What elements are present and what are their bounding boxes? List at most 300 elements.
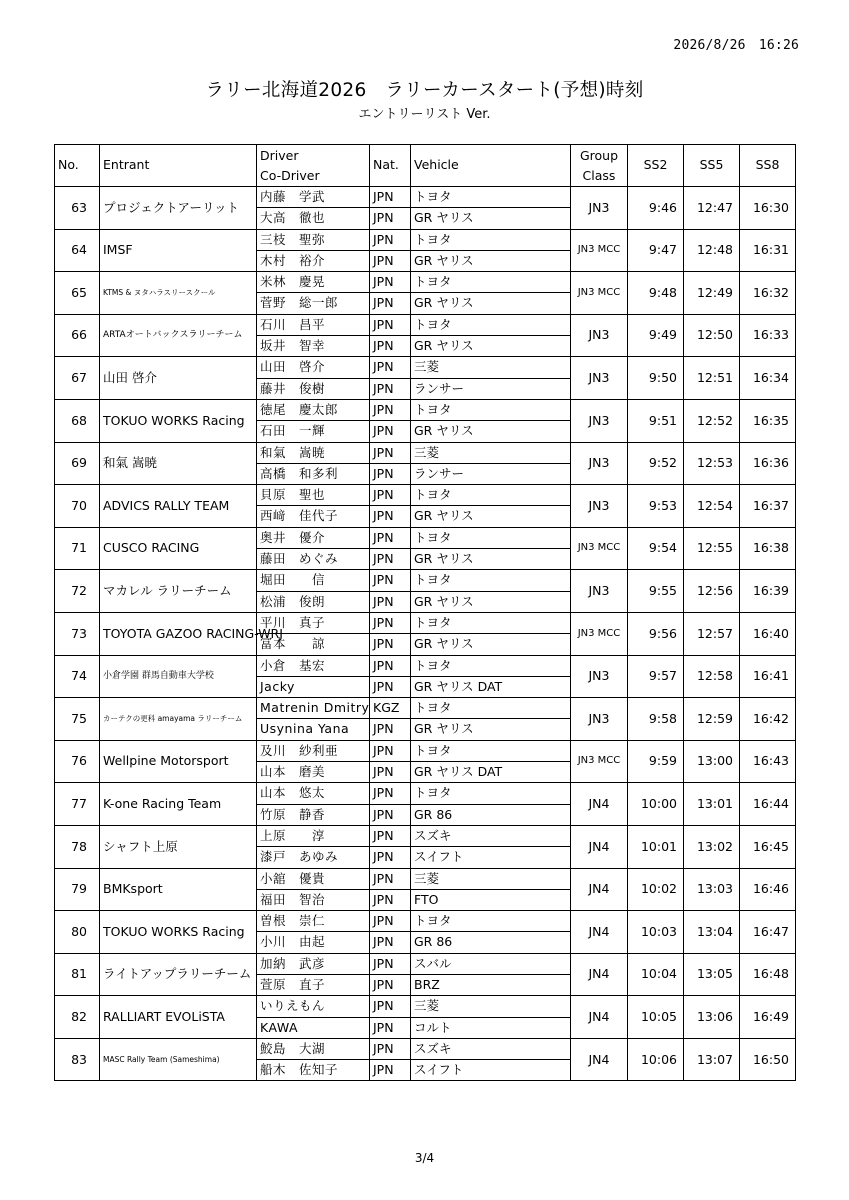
ss5-time: 13:00	[684, 740, 740, 783]
nationality-cell	[370, 399, 411, 442]
codriver-name: Jacky	[260, 678, 295, 694]
ss2-time: 10:03	[628, 911, 684, 954]
ss2-time: 10:06	[628, 1038, 684, 1081]
header-nat: Nat.	[370, 145, 411, 187]
vehicle-model: スイフト	[414, 1062, 464, 1078]
vehicle-model: GR ヤリス DAT	[414, 678, 503, 694]
crew-cell	[257, 698, 370, 741]
entry-number: 78	[55, 825, 100, 868]
driver-name: 及川 紗利亜	[257, 741, 369, 762]
codriver-nationality: JPN	[373, 423, 394, 439]
ss5-time: 13:03	[684, 868, 740, 911]
group-class: JN3	[571, 570, 628, 613]
codriver-nationality: JPN	[373, 380, 394, 396]
codriver-nationality: JPN	[373, 891, 394, 907]
ss8-time: 16:37	[740, 485, 796, 528]
nationality-cell	[370, 357, 411, 400]
vehicle-cell	[411, 272, 571, 315]
entrant-name: カーテクの更科 amayama ラリーチーム	[100, 698, 257, 741]
vehicle-make: スズキ	[411, 1039, 570, 1060]
vehicle-cell	[411, 783, 571, 826]
codriver-nationality: JPN	[373, 551, 394, 567]
ss8-time: 16:40	[740, 612, 796, 655]
group-class: JN3	[571, 187, 628, 230]
ss2-time: 9:48	[628, 272, 684, 315]
nationality-cell	[370, 868, 411, 911]
nationality-cell	[370, 783, 411, 826]
ss5-time: 12:57	[684, 612, 740, 655]
driver-nationality: JPN	[370, 656, 410, 677]
vehicle-cell	[411, 1038, 571, 1081]
vehicle-model: GR ヤリス	[414, 636, 474, 652]
crew-cell	[257, 399, 370, 442]
entry-number: 79	[55, 868, 100, 911]
group-class: JN3	[571, 442, 628, 485]
ss5-time: 13:02	[684, 825, 740, 868]
vehicle-model: GR ヤリス	[414, 423, 474, 439]
vehicle-make: トヨタ	[411, 315, 570, 336]
ss8-time: 16:49	[740, 996, 796, 1039]
codriver-name: 山本 磨美	[260, 764, 326, 780]
vehicle-make: トヨタ	[411, 613, 570, 634]
driver-name: 平川 真子	[257, 613, 369, 634]
nationality-cell	[370, 825, 411, 868]
codriver-nationality: JPN	[373, 678, 394, 694]
ss5-time: 12:49	[684, 272, 740, 315]
vehicle-model: GR ヤリス	[414, 295, 474, 311]
vehicle-model: BRZ	[414, 976, 440, 992]
entrant-name: TOYOTA GAZOO RACING-WRJ	[100, 612, 257, 655]
entry-number: 75	[55, 698, 100, 741]
vehicle-make: トヨタ	[411, 570, 570, 591]
group-class: JN3 MCC	[571, 229, 628, 272]
vehicle-model: スイフト	[414, 849, 464, 865]
group-class: JN4	[571, 868, 628, 911]
ss5-time: 13:06	[684, 996, 740, 1039]
driver-nationality: JPN	[370, 528, 410, 549]
entrant-name: プロジェクトアーリット	[100, 187, 257, 230]
vehicle-model: GR ヤリス	[414, 338, 474, 354]
driver-name: 堀田 信	[257, 570, 369, 591]
nationality-cell	[370, 740, 411, 783]
vehicle-make: トヨタ	[411, 911, 570, 932]
table-header-row	[55, 145, 796, 187]
codriver-name: 菅野 総一郎	[260, 295, 339, 311]
vehicle-make: トヨタ	[411, 230, 570, 251]
driver-name: Matrenin Dmitry	[257, 698, 369, 719]
vehicle-model: GR ヤリス	[414, 210, 474, 226]
entrant-name: 和氣 嵩暁	[100, 442, 257, 485]
table-row	[55, 399, 796, 442]
ss2-time: 10:05	[628, 996, 684, 1039]
crew-cell	[257, 868, 370, 911]
vehicle-make: トヨタ	[411, 656, 570, 677]
vehicle-cell	[411, 357, 571, 400]
vehicle-cell	[411, 868, 571, 911]
entrant-name: KTMS & ヌタハラスリースクール	[100, 272, 257, 315]
codriver-name: 木村 裕介	[260, 252, 326, 268]
table-row	[55, 187, 796, 230]
table-row	[55, 485, 796, 528]
ss8-time: 16:31	[740, 229, 796, 272]
table-row	[55, 442, 796, 485]
ss2-time: 9:51	[628, 399, 684, 442]
codriver-name: 高橋 和多利	[260, 465, 339, 481]
crew-cell	[257, 570, 370, 613]
codriver-name: 福田 智治	[260, 891, 326, 907]
codriver-nationality: JPN	[373, 210, 394, 226]
table-row	[55, 357, 796, 400]
crew-cell	[257, 1038, 370, 1081]
table-row	[55, 953, 796, 996]
ss8-time: 16:46	[740, 868, 796, 911]
vehicle-model: ランサー	[414, 465, 465, 481]
ss8-time: 16:44	[740, 783, 796, 826]
entrant-name: BMKsport	[100, 868, 257, 911]
group-class: JN4	[571, 783, 628, 826]
codriver-nationality: JPN	[373, 252, 394, 268]
table-row	[55, 783, 796, 826]
ss5-time: 12:54	[684, 485, 740, 528]
ss2-time: 9:52	[628, 442, 684, 485]
group-class: JN3	[571, 357, 628, 400]
nationality-cell	[370, 698, 411, 741]
table-row	[55, 570, 796, 613]
header-ss8: SS8	[740, 145, 796, 187]
vehicle-make: トヨタ	[411, 741, 570, 762]
ss2-time: 10:01	[628, 825, 684, 868]
page-number: 3/4	[414, 1151, 435, 1165]
ss5-time: 13:01	[684, 783, 740, 826]
ss8-time: 16:50	[740, 1038, 796, 1081]
table-body	[55, 187, 796, 1081]
codriver-nationality: JPN	[373, 976, 394, 992]
driver-nationality: JPN	[370, 443, 410, 464]
entry-number: 70	[55, 485, 100, 528]
driver-name: 山本 悠太	[257, 783, 369, 804]
header-entrant: Entrant	[100, 145, 257, 187]
ss5-time: 12:58	[684, 655, 740, 698]
vehicle-make: スバル	[411, 954, 570, 975]
ss8-time: 16:35	[740, 399, 796, 442]
crew-cell	[257, 783, 370, 826]
vehicle-make: トヨタ	[411, 485, 570, 506]
group-class: JN3	[571, 655, 628, 698]
ss2-time: 9:54	[628, 527, 684, 570]
vehicle-model: GR 86	[414, 934, 453, 950]
table-row	[55, 996, 796, 1039]
nationality-cell	[370, 953, 411, 996]
nationality-cell	[370, 612, 411, 655]
codriver-nationality: JPN	[373, 806, 394, 822]
header-group-class	[571, 145, 628, 187]
group-class: JN3 MCC	[571, 527, 628, 570]
vehicle-make: トヨタ	[411, 187, 570, 208]
ss5-time: 13:05	[684, 953, 740, 996]
driver-nationality: JPN	[370, 400, 410, 421]
codriver-name: 松浦 俊朗	[260, 593, 326, 609]
entry-number: 68	[55, 399, 100, 442]
vehicle-cell	[411, 399, 571, 442]
vehicle-model: GR ヤリス	[414, 551, 474, 567]
entrant-name: Wellpine Motorsport	[100, 740, 257, 783]
driver-name: 上原 淳	[257, 826, 369, 847]
driver-nationality: JPN	[370, 230, 410, 251]
nationality-cell	[370, 187, 411, 230]
codriver-name: 竹原 静香	[260, 806, 326, 822]
codriver-name: 漆戸 あゆみ	[260, 849, 339, 865]
codriver-name: 小川 由起	[260, 934, 326, 950]
table-row	[55, 612, 796, 655]
print-timestamp: 2026/8/26 16:26	[673, 38, 799, 53]
table-row	[55, 911, 796, 954]
table-row	[55, 229, 796, 272]
header-no: No.	[55, 145, 100, 187]
header-class-label: Class	[582, 167, 616, 183]
ss2-time: 9:56	[628, 612, 684, 655]
ss2-time: 9:46	[628, 187, 684, 230]
nationality-cell	[370, 485, 411, 528]
driver-name: 和氣 嵩暁	[257, 443, 369, 464]
header-codriver-label: Co-Driver	[260, 167, 320, 183]
page-subtitle: エントリーリスト Ver.	[358, 107, 491, 122]
ss2-time: 10:00	[628, 783, 684, 826]
entrant-name: ADVICS RALLY TEAM	[100, 485, 257, 528]
entrant-name: ライトアップラリーチーム	[100, 953, 257, 996]
driver-name: 加納 武彦	[257, 954, 369, 975]
entrant-name: MASC Rally Team (Sameshima)	[100, 1038, 257, 1081]
vehicle-cell	[411, 442, 571, 485]
crew-cell	[257, 655, 370, 698]
table-row	[55, 527, 796, 570]
entry-number: 63	[55, 187, 100, 230]
driver-nationality: JPN	[370, 954, 410, 975]
ss8-time: 16:32	[740, 272, 796, 315]
group-class: JN3	[571, 399, 628, 442]
crew-cell	[257, 953, 370, 996]
ss8-time: 16:45	[740, 825, 796, 868]
ss2-time: 10:02	[628, 868, 684, 911]
codriver-name: 藤田 めぐみ	[260, 551, 339, 567]
codriver-name: 藤井 俊樹	[260, 380, 326, 396]
driver-nationality: JPN	[370, 911, 410, 932]
ss5-time: 12:48	[684, 229, 740, 272]
entry-number: 76	[55, 740, 100, 783]
crew-cell	[257, 187, 370, 230]
crew-cell	[257, 825, 370, 868]
entrant-name: TOKUO WORKS Racing	[100, 399, 257, 442]
driver-nationality: JPN	[370, 783, 410, 804]
driver-name: いりえもん	[257, 996, 369, 1017]
driver-name: 山田 啓介	[257, 357, 369, 378]
driver-name: 小舘 優貴	[257, 869, 369, 890]
entry-list-table	[54, 144, 796, 1081]
ss2-time: 9:53	[628, 485, 684, 528]
ss8-time: 16:36	[740, 442, 796, 485]
codriver-name: KAWA	[260, 1019, 299, 1035]
codriver-nationality: JPN	[373, 934, 394, 950]
codriver-name: 冨本 諒	[260, 636, 326, 652]
codriver-nationality: JPN	[373, 338, 394, 354]
nationality-cell	[370, 272, 411, 315]
ss5-time: 12:56	[684, 570, 740, 613]
vehicle-make: トヨタ	[411, 272, 570, 293]
group-class: JN3 MCC	[571, 612, 628, 655]
ss5-time: 12:51	[684, 357, 740, 400]
codriver-name: 船木 佐知子	[260, 1062, 339, 1078]
ss2-time: 9:50	[628, 357, 684, 400]
ss8-time: 16:39	[740, 570, 796, 613]
header-vehicle: Vehicle	[411, 145, 571, 187]
entrant-name: マカレル ラリーチーム	[100, 570, 257, 613]
vehicle-model: GR ヤリス	[414, 721, 474, 737]
vehicle-make: トヨタ	[411, 698, 570, 719]
entry-number: 64	[55, 229, 100, 272]
vehicle-make: 三菱	[411, 996, 570, 1017]
ss5-time: 12:59	[684, 698, 740, 741]
vehicle-model: FTO	[414, 891, 439, 907]
entry-number: 72	[55, 570, 100, 613]
vehicle-make: 三菱	[411, 869, 570, 890]
ss5-time: 13:07	[684, 1038, 740, 1081]
driver-nationality: KGZ	[370, 698, 410, 719]
driver-nationality: JPN	[370, 272, 410, 293]
ss2-time: 9:59	[628, 740, 684, 783]
nationality-cell	[370, 911, 411, 954]
ss2-time: 9:55	[628, 570, 684, 613]
nationality-cell	[370, 442, 411, 485]
vehicle-cell	[411, 740, 571, 783]
entry-number: 77	[55, 783, 100, 826]
codriver-nationality: JPN	[373, 295, 394, 311]
group-class: JN4	[571, 1038, 628, 1081]
crew-cell	[257, 314, 370, 357]
nationality-cell	[370, 996, 411, 1039]
group-class: JN4	[571, 953, 628, 996]
driver-nationality: JPN	[370, 485, 410, 506]
vehicle-model: GR ヤリス	[414, 593, 474, 609]
vehicle-cell	[411, 996, 571, 1039]
ss2-time: 9:58	[628, 698, 684, 741]
codriver-name: Usynina Yana	[260, 721, 350, 737]
driver-name: 貝原 聖也	[257, 485, 369, 506]
table-row	[55, 1038, 796, 1081]
driver-name: 三枝 聖弥	[257, 230, 369, 251]
vehicle-cell	[411, 187, 571, 230]
header-driver	[257, 145, 370, 187]
nationality-cell	[370, 1038, 411, 1081]
driver-name: 鮫島 大湖	[257, 1039, 369, 1060]
vehicle-cell	[411, 953, 571, 996]
crew-cell	[257, 612, 370, 655]
codriver-nationality: JPN	[373, 508, 394, 524]
group-class: JN4	[571, 911, 628, 954]
entry-number: 80	[55, 911, 100, 954]
table-row	[55, 740, 796, 783]
ss5-time: 13:04	[684, 911, 740, 954]
ss8-time: 16:38	[740, 527, 796, 570]
ss8-time: 16:48	[740, 953, 796, 996]
driver-name: 小倉 基宏	[257, 656, 369, 677]
vehicle-make: トヨタ	[411, 783, 570, 804]
codriver-name: 大高 徹也	[260, 210, 326, 226]
entry-number: 73	[55, 612, 100, 655]
driver-nationality: JPN	[370, 869, 410, 890]
ss5-time: 12:50	[684, 314, 740, 357]
driver-name: 米林 慶晃	[257, 272, 369, 293]
table-row	[55, 655, 796, 698]
driver-nationality: JPN	[370, 741, 410, 762]
group-class: JN3	[571, 314, 628, 357]
page-title: ラリー北海道2026 ラリーカースタート(予想)時刻	[205, 80, 644, 101]
nationality-cell	[370, 570, 411, 613]
vehicle-cell	[411, 229, 571, 272]
crew-cell	[257, 740, 370, 783]
vehicle-model: コルト	[414, 1019, 452, 1035]
codriver-name: 萱原 直子	[260, 976, 326, 992]
vehicle-cell	[411, 825, 571, 868]
codriver-nationality: JPN	[373, 465, 394, 481]
driver-name: 石川 昌平	[257, 315, 369, 336]
ss2-time: 9:57	[628, 655, 684, 698]
table-row	[55, 698, 796, 741]
group-class: JN3 MCC	[571, 272, 628, 315]
entry-number: 81	[55, 953, 100, 996]
entry-number: 74	[55, 655, 100, 698]
vehicle-cell	[411, 911, 571, 954]
group-class: JN3 MCC	[571, 740, 628, 783]
vehicle-make: 三菱	[411, 357, 570, 378]
entrant-name: 山田 啓介	[100, 357, 257, 400]
entrant-name: RALLIART EVOLiSTA	[100, 996, 257, 1039]
driver-nationality: JPN	[370, 187, 410, 208]
codriver-nationality: JPN	[373, 849, 394, 865]
crew-cell	[257, 357, 370, 400]
driver-name: 奥井 優介	[257, 528, 369, 549]
vehicle-cell	[411, 570, 571, 613]
codriver-nationality: JPN	[373, 593, 394, 609]
vehicle-cell	[411, 485, 571, 528]
driver-nationality: JPN	[370, 826, 410, 847]
entrant-name: シャフト上原	[100, 825, 257, 868]
codriver-nationality: JPN	[373, 1062, 394, 1078]
vehicle-cell	[411, 655, 571, 698]
table-row	[55, 272, 796, 315]
crew-cell	[257, 485, 370, 528]
entry-number: 66	[55, 314, 100, 357]
ss2-time: 9:47	[628, 229, 684, 272]
nationality-cell	[370, 527, 411, 570]
vehicle-model: GR ヤリス	[414, 252, 474, 268]
entry-number: 82	[55, 996, 100, 1039]
driver-name: 内藤 学武	[257, 187, 369, 208]
entry-number: 69	[55, 442, 100, 485]
ss8-time: 16:41	[740, 655, 796, 698]
crew-cell	[257, 527, 370, 570]
codriver-name: 石田 一輝	[260, 423, 326, 439]
header-driver-label: Driver	[260, 147, 299, 163]
entrant-name: TOKUO WORKS Racing	[100, 911, 257, 954]
group-class: JN4	[571, 825, 628, 868]
entry-number: 83	[55, 1038, 100, 1081]
driver-nationality: JPN	[370, 1039, 410, 1060]
vehicle-make: スズキ	[411, 826, 570, 847]
ss2-time: 9:49	[628, 314, 684, 357]
codriver-nationality: JPN	[373, 764, 394, 780]
vehicle-model: GR ヤリス	[414, 508, 474, 524]
table-row	[55, 825, 796, 868]
crew-cell	[257, 442, 370, 485]
